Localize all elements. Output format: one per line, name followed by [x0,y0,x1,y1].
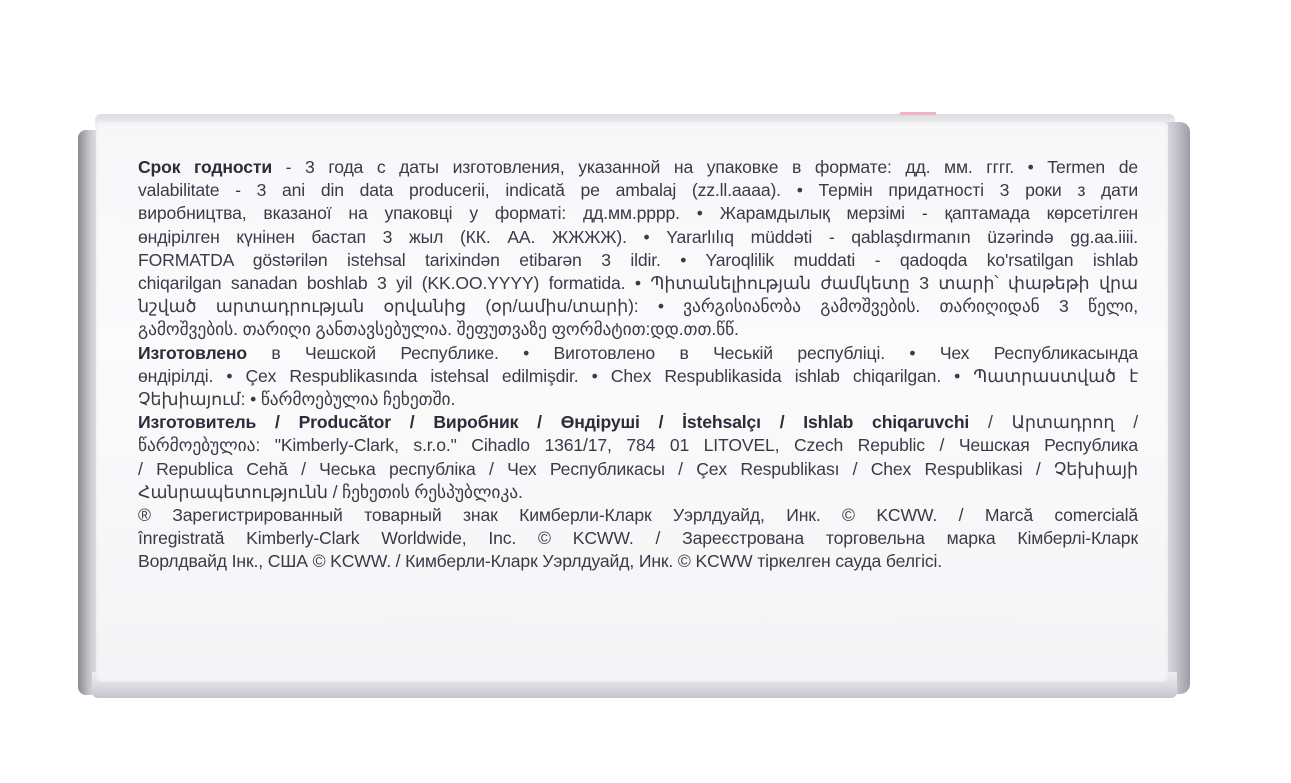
text-line-12 [138,411,1138,434]
text-line-18-body: Ворлдвайд Інк., США © KCWW. / Кимберли-Кларк Уэрлдуайд, Инк. © KCWW тіркелген сауда белгісі. [138,551,942,572]
text-line-13 [138,434,1138,457]
text-line-5-body: FORMATDA göstərilən istehsal tarixindən etibarən 3 ildir. • Yaroqlilik muddati - qadoqda ko'rsatilgan ishlab [138,249,1138,270]
text-line-14 [138,458,1138,481]
text-line-9 [138,342,1138,365]
text-line-17 [138,527,1138,550]
text-line-6 [138,272,1138,295]
text-line-17-body: înregistrată Kimberly-Clark Worldwide, Inc. © KCWW. / Зареєстрована торговельна марка Кімберлі-Кларк [138,528,1138,549]
text-line-2 [138,179,1138,202]
text-line-3 [138,202,1138,225]
text-line-13-body: წარმოებულია: "Kimberly-Clark, s.r.o." Cihadlo 1361/17, 784 01 LITOVEL, Czech Republic / Чешская Республика [138,435,1138,456]
text-line-1 [138,156,1138,179]
text-line-1-body: - 3 года с даты изготовления, указанной на упаковке в формате: дд. мм. гггг. • Termen de [272,157,1138,177]
text-line-14-body: / Republica Cehă / Чеська республіка / Чех Республикасы / Çex Respublikası / Chex Respublikasi / Չեխիայի [138,458,1138,479]
text-line-15-body: Հանրապետությունն / ჩეხეთის რესპუბლიკა. [138,481,523,502]
text-line-8 [138,318,1138,341]
text-line-16-body: ® Зарегистрированный товарный знак Кимберли-Кларк Уэрлдуайд, Инк. © KCWW. / Marcă comercială [138,505,1138,526]
text-line-10 [138,365,1138,388]
text-line-10-body: өндірілді. • Çex Respublikasında istehsal edilmişdir. • Chex Respublikasida ishlab chiqarilgan. • Պատրաստված է [138,365,1138,386]
text-line-4-body: өндірілген күнінен бастап 3 жыл (КК. АА. ЖЖЖЖ). • Yararlılıq müddəti - qablaşdırmanın üzərində gg.aa.iiii. [138,226,1138,247]
made-in-heading: Изготовлено [138,342,247,363]
text-line-3-body: виробництва, вказаної на упаковці у форматі: дд.мм.рррр. • Жарамдылық мерзімі - қаптамада көрсетілген [138,203,1138,224]
text-line-11-body: Չեխիայում: • წარმოებულია ჩეხეთში. [138,389,456,410]
pink-print-mark [900,112,936,115]
text-line-2-body: valabilitate - 3 ani din data producerii, indicată pe ambalaj (zz.ll.aaaa). • Термін придатності 3 роки з дати [138,180,1138,201]
package-printed-text [138,156,1138,574]
manufacturer-heading: Изготовитель / Producător / Виробник / Өндіруші / İstehsalçı / Ishlab chiqaruvchi [138,412,970,433]
text-line-4 [138,226,1138,249]
text-line-11 [138,388,1138,411]
text-line-16 [138,504,1138,527]
shelf-life-heading: Срок годности [138,157,272,177]
text-line-5 [138,249,1138,272]
text-line-18 [138,550,1138,573]
text-line-7 [138,295,1138,318]
text-line-6-body: chiqarilgan sanadan boshlab 3 yil (KK.OO.YYYY) formatida. • Պիտանելիության ժամկետը 3 տարի՝ փաթեթի վրա [138,273,1138,294]
text-line-15 [138,481,1138,504]
text-line-7-body: նշված արտադրության օրվանից (օր/ամիս/տարի): • ვარგისიანობა გამოშვების. თარიღიდან 3 წელი, [138,296,1138,317]
text-line-9-body: в Чешской Республике. • Виготовлено в Чеській республіці. • Чех Республикасында [246,342,1138,363]
text-line-12-body: / Արտադրող / [969,412,1138,433]
text-line-8-body: გამოშვების. თარიღი განთავსებულია. შეფუთვაზე ფორმატით:დდ.თთ.წწ. [138,319,739,340]
